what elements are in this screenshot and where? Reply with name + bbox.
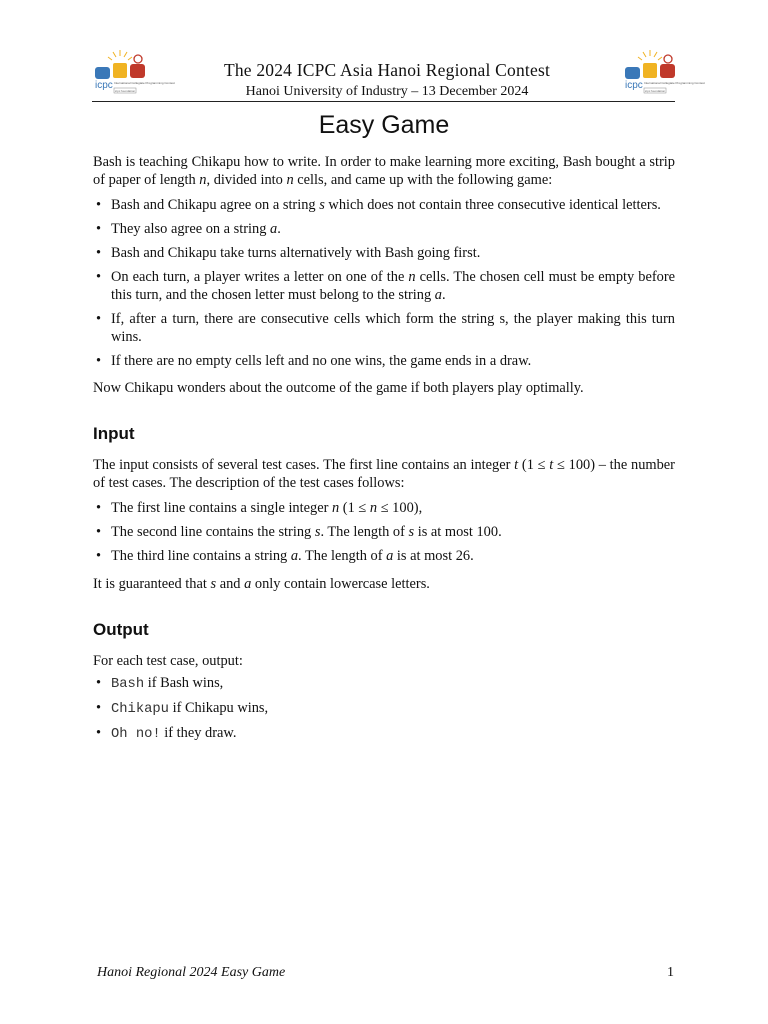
- item-text: The first line contains a single integer: [111, 500, 332, 516]
- math-var: s: [319, 197, 325, 213]
- math-var: n: [286, 172, 294, 188]
- item-text: .: [498, 524, 502, 540]
- rule-text: which does not contain three consecutive identical letters.: [324, 197, 661, 213]
- input-heading: Input: [93, 424, 135, 443]
- bullet: •: [96, 675, 102, 691]
- rule-text: Bash and Chikapu take turns alternatively with Bash going first.: [111, 245, 481, 261]
- rule-text: cells. The chosen cell must be empty before this turn, and the chosen letter must belong to the string: [111, 269, 676, 303]
- math-var: t: [549, 457, 554, 473]
- blue-block: [625, 67, 640, 79]
- math-var: s: [210, 576, 217, 592]
- blue-block: [95, 67, 110, 79]
- icpc-logo-right: [622, 48, 705, 96]
- output-list: [93, 674, 675, 744]
- math-var: a: [434, 287, 442, 303]
- math-constraint: (1 ≤: [339, 500, 370, 516]
- list-item: [93, 310, 675, 346]
- list-item: [93, 220, 675, 238]
- logo-foundation-text: icpc foundation: [115, 89, 136, 93]
- math-var: a: [270, 221, 278, 237]
- bullet: •: [96, 197, 102, 213]
- list-item: [93, 523, 675, 541]
- item-text: if Chikapu wins,: [168, 700, 269, 716]
- problem-title: Easy Game: [318, 111, 450, 139]
- intro-text: cells, and came up with the following game:: [293, 172, 553, 188]
- input-text: only contain lowercase letters.: [251, 576, 430, 592]
- contest-title: The 2024 ICPC Asia Hanoi Regional Contest: [223, 60, 551, 80]
- sun-rays: [638, 50, 662, 60]
- math-constraint: ≤ 100): [553, 457, 596, 473]
- input-text: and: [216, 576, 245, 592]
- footer-title: Hanoi Regional 2024 Easy Game: [97, 965, 286, 980]
- bullet: •: [96, 353, 102, 369]
- intro-paragraph: [93, 153, 675, 189]
- bullet: •: [96, 245, 102, 261]
- item-text: ,: [418, 500, 423, 516]
- list-item: [93, 547, 675, 565]
- math-var: a: [386, 548, 394, 564]
- intro-text: , divided into: [206, 172, 287, 188]
- math-var: s: [408, 524, 415, 540]
- output-heading: Output: [93, 620, 149, 639]
- item-text: . The length of: [320, 524, 409, 540]
- question-paragraph: Now Chikapu wonders about the outcome of the game if both players play optimally.: [93, 380, 584, 396]
- input-text: – the number of test cases. The description of the test cases follows:: [93, 457, 675, 491]
- red-block: [660, 64, 675, 78]
- intro-text: Bash is teaching Chikapu how to write. In order to make learning more exciting, Bash bought a strip of paper of length: [93, 154, 675, 188]
- bullet: •: [96, 700, 102, 716]
- list-item: [93, 724, 675, 744]
- math-var: n: [199, 172, 207, 188]
- rule-text: On each turn, a player writes a letter on one of the: [111, 269, 409, 285]
- logo-small-text: International Collegiate Programming Contest: [114, 81, 175, 85]
- rules-list: [93, 196, 675, 370]
- list-item: [93, 268, 675, 304]
- rule-text: If, after a turn, there are consecutive cells which form the string s, the player making this turn wins.: [111, 311, 675, 345]
- logo-text: icpc: [95, 80, 113, 91]
- header-divider: [92, 101, 675, 102]
- input-text: It is guaranteed that: [93, 576, 211, 592]
- list-item: [93, 674, 675, 694]
- item-text: . The length of: [298, 548, 387, 564]
- bullet: •: [96, 269, 102, 285]
- output-code: Oh no!: [111, 727, 161, 742]
- logo-foundation-text: icpc foundation: [645, 89, 666, 93]
- bullet: •: [96, 548, 102, 564]
- math-var: a: [244, 576, 252, 592]
- math-var: n: [369, 500, 378, 516]
- yellow-block: [643, 63, 657, 78]
- input-list: [93, 499, 675, 565]
- item-text: The third line contains a string: [111, 548, 291, 564]
- guarantee-paragraph: [93, 575, 675, 593]
- bullet: •: [96, 524, 102, 540]
- math-constraint: ≤ 100): [377, 500, 419, 516]
- list-item: [93, 352, 675, 370]
- output-paragraph: For each test case, output:: [93, 653, 243, 669]
- math-constraint: (1 ≤: [521, 457, 550, 473]
- logo-text: icpc: [625, 80, 643, 91]
- yellow-block: [113, 63, 127, 78]
- rule-text: .: [441, 287, 446, 303]
- list-item: [93, 699, 675, 719]
- bullet: •: [96, 725, 102, 741]
- bullet: •: [96, 221, 102, 237]
- bullet: •: [96, 500, 102, 516]
- bullet: •: [96, 311, 102, 327]
- item-text: is at most: [393, 548, 456, 564]
- list-item: [93, 244, 675, 262]
- red-block: [130, 64, 145, 78]
- math-number: 26: [455, 548, 471, 564]
- item-text: is at most: [414, 524, 477, 540]
- math-var: n: [408, 269, 416, 285]
- icpc-logo-left: [92, 48, 175, 96]
- list-item: [93, 196, 675, 214]
- input-text: The input consists of several test cases. The first line contains an integer: [93, 457, 515, 473]
- output-code: Chikapu: [111, 702, 169, 717]
- math-var: s: [314, 524, 321, 540]
- contest-subtitle: Hanoi University of Industry – 13 December 2024: [245, 84, 529, 99]
- sun-rays: [108, 50, 132, 60]
- math-var: a: [290, 548, 299, 564]
- math-number: 100: [476, 524, 499, 540]
- item-text: if they draw.: [160, 725, 237, 741]
- output-code: Bash: [111, 677, 145, 692]
- page-number: 1: [667, 965, 674, 980]
- input-paragraph: [93, 456, 675, 492]
- math-var: t: [514, 457, 519, 473]
- item-text: The second line contains the string: [111, 524, 315, 540]
- rule-text: They also agree on a string: [111, 221, 271, 237]
- math-var: n: [332, 500, 340, 516]
- item-text: if Bash wins,: [144, 675, 224, 691]
- rule-text: If there are no empty cells left and no one wins, the game ends in a draw.: [111, 353, 532, 369]
- problem-statement: [93, 153, 675, 744]
- rule-text: Bash and Chikapu agree on a string: [111, 197, 320, 213]
- list-item: [93, 499, 675, 517]
- item-text: .: [470, 548, 474, 564]
- logo-small-text: International Collegiate Programming Contest: [644, 81, 705, 85]
- rule-text: .: [277, 221, 281, 237]
